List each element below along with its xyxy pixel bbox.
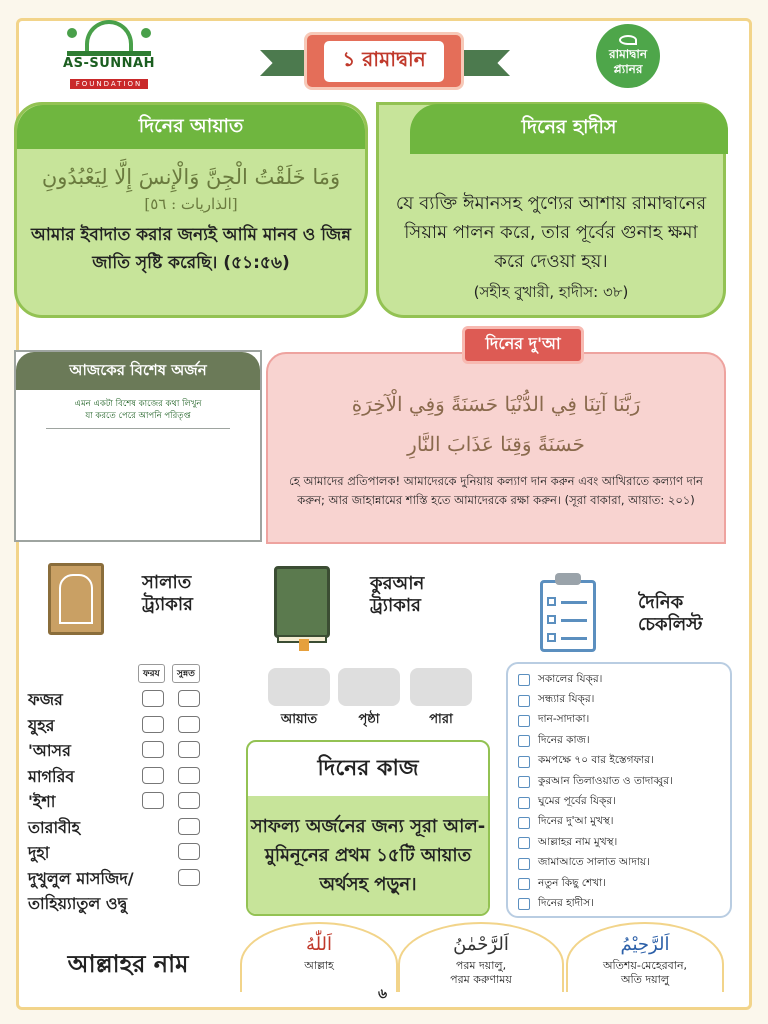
fard-checkbox[interactable] <box>142 741 164 758</box>
logo-sub: FOUNDATION <box>70 79 149 89</box>
page-number: ৬ <box>378 986 388 1002</box>
col-sunnah-header: সুন্নত <box>172 664 200 683</box>
hadith-source: (সহীহ বুখারী, হাদীস: ৩৮) <box>473 283 629 301</box>
checklist-checkbox[interactable] <box>518 797 530 809</box>
names-of-allah-strip <box>14 922 726 1002</box>
name-arabic: اَللّٰهُ <box>305 934 333 955</box>
name-arabic: اَلرَّحِيْمُ <box>620 934 670 955</box>
ayat-title: দিনের আয়াত <box>17 105 365 149</box>
prayer-name: দুহা <box>28 843 50 862</box>
checklist-checkbox[interactable] <box>518 837 530 849</box>
page-field-label: পৃষ্ঠা <box>358 712 380 727</box>
para-field-label: পারা <box>429 712 453 727</box>
checklist-checkbox[interactable] <box>518 898 530 910</box>
checklist-item-label: কমপক্ষে ৭০ বার ইস্তেগফার। <box>538 754 654 767</box>
logo-name: AS-SUNNAH <box>63 56 155 71</box>
daily-task-box <box>246 740 490 916</box>
prayer-row <box>28 767 228 790</box>
special-note-line-2: যা করতে পেরে আপনি পরিতৃপ্ত <box>85 411 191 421</box>
hadith-title: দিনের হাদীস <box>410 104 728 154</box>
checklist-item[interactable] <box>518 833 730 853</box>
day-label-box <box>304 32 464 90</box>
sunnah-checkbox[interactable] <box>178 869 200 886</box>
hadith-text: যে ব্যক্তি ঈমানসহ পুণ্যের আশায় রামাদ্বানের সিয়াম পালন করে, তার পূর্বের গুনাহ ক্ষমা করে দেওয়া হয়। <box>395 193 707 272</box>
prayer-name: 'ইশা <box>28 792 56 811</box>
fard-checkbox[interactable] <box>142 792 164 809</box>
prayer-row <box>28 818 228 841</box>
checklist-item[interactable] <box>518 711 730 731</box>
checklist-item-label: কুরআন তিলাওয়াত ও তাদাব্বুর। <box>538 774 673 787</box>
checklist-checkbox[interactable] <box>518 878 530 890</box>
ayat-translation: আমার ইবাদাত করার জন্যই আমি মানব ও জিন্ন জাতি সৃষ্টি করেছি। (৫১:৫৬) <box>31 225 351 273</box>
page-count-field[interactable] <box>338 668 400 706</box>
checklist-item-label: আল্লাহর নাম মুখস্থ। <box>538 835 618 848</box>
prayer-row <box>28 894 228 917</box>
prayer-name: মাগরিব <box>28 766 75 786</box>
name-arabic: اَلرَّحْمٰنُ <box>453 934 509 955</box>
checklist-checkbox[interactable] <box>518 695 530 707</box>
checklist-checkbox[interactable] <box>518 735 530 747</box>
fard-checkbox[interactable] <box>142 690 164 707</box>
prayer-name: তারাবীহ <box>28 817 80 837</box>
checklist-item-label: সকালের যিক্‌র। <box>538 672 603 685</box>
checklist-item-label: সন্ধ্যার যিক্‌র। <box>538 693 595 706</box>
name-meaning-2: পরম করুণাময় <box>450 973 512 986</box>
checklist-item[interactable] <box>518 772 730 792</box>
quran-title-line-1: কুরআন <box>370 573 425 594</box>
dua-arabic-line-2: حَسَنَةً وَقِنَا عَذَابَ النَّارِ <box>407 432 585 456</box>
checklist-title-line-2: চেকলিস্ট <box>638 614 703 635</box>
checklist-checkbox[interactable] <box>518 776 530 788</box>
day-label: ১ রামাদ্বান <box>324 41 443 82</box>
prayer-row <box>28 792 228 815</box>
checklist-item[interactable] <box>518 874 730 894</box>
prayer-name: তাহিয়্যাতুল ওদ্বু <box>28 894 128 913</box>
checklist-item-label: নতুন কিছু শেখা। <box>538 876 606 889</box>
dua-arabic-line-1: رَبَّنَا آتِنَا فِي الدُّنْيَا حَسَنَةً وَفِي الْآخِرَةِ <box>351 392 641 416</box>
badge-line-1: রামাদ্বান <box>609 47 647 61</box>
prayer-name: যুহর <box>28 715 55 735</box>
special-divider <box>46 428 230 429</box>
checklist-item-label: দিনের দু'আ মুখস্থ। <box>538 815 614 828</box>
checklist-checkbox[interactable] <box>518 858 530 870</box>
badge-line-2: প্ল্যানর <box>613 62 643 76</box>
checklist-checkbox[interactable] <box>518 756 530 768</box>
name-card-ar-rahman <box>398 922 564 992</box>
salat-title-line-2: ট্র্যাকার <box>142 594 193 615</box>
mosque-logo-icon <box>61 18 157 56</box>
quran-book-icon <box>274 566 330 638</box>
checklist-checkbox[interactable] <box>518 817 530 829</box>
prayer-name: দুখুলুল মাসজিদ/ <box>28 868 134 888</box>
ramadan-planner-badge <box>596 24 660 88</box>
checklist-item-label: ঘুমের পূর্বের যিক্‌র। <box>538 795 616 808</box>
prayer-row <box>28 869 228 892</box>
dua-panel <box>266 352 726 544</box>
checklist-item[interactable] <box>518 792 730 812</box>
checklist-item[interactable] <box>518 690 730 710</box>
fard-checkbox[interactable] <box>142 767 164 784</box>
sunnah-checkbox[interactable] <box>178 741 200 758</box>
name-meaning-1: পরম দয়ালু, <box>455 959 507 972</box>
name-card-allah <box>240 922 398 992</box>
checklist-item[interactable] <box>518 813 730 833</box>
sunnah-checkbox[interactable] <box>178 767 200 784</box>
ayat-panel <box>14 102 368 318</box>
daily-checklist-title <box>638 592 703 636</box>
para-count-field[interactable] <box>410 668 472 706</box>
daily-task-text: সাফল্য অর্জনের জন্য সূরা আল-মুমিনূনের প্রথম ১৫টি আয়াত অর্থসহ পড়ুন। <box>248 796 488 916</box>
checklist-item-label: দিনের কাজ। <box>538 733 590 746</box>
dua-translation: হে আমাদের প্রতিপালক! আমাদেরকে দুনিয়ায় কল্যাণ দান করুন এবং আখিরাতে কল্যাণ দান করুন; আর জাহান্নামের শাস্তি হতে আমাদেরকে রক্ষা করুন। (সূরা বাকারা, আয়াত: ২০১) <box>289 474 703 507</box>
quran-title-line-2: ট্র্যাকার <box>370 595 421 616</box>
sunnah-checkbox[interactable] <box>178 818 200 835</box>
checklist-item[interactable] <box>518 670 730 690</box>
checklist-item[interactable] <box>518 894 730 914</box>
quran-tracker-title <box>370 573 424 617</box>
name-meaning-1: অতিশয়-মেহেরবান, <box>602 959 688 972</box>
prayer-name: 'আসর <box>28 741 71 760</box>
as-sunnah-logo <box>54 18 164 88</box>
prayer-row <box>28 741 228 764</box>
name-card-ar-raheem <box>566 922 724 992</box>
prayer-row <box>28 843 228 866</box>
salat-tracker-title <box>142 572 193 616</box>
checklist-item-label: দিনের হাদীস। <box>538 896 594 909</box>
leaf-icon <box>619 35 637 45</box>
checklist-item-label: জামাআতে সালাত আদায়। <box>538 856 650 869</box>
prayer-mat-icon <box>48 563 104 635</box>
names-title: আল্লাহর নাম <box>67 950 189 978</box>
special-title: আজকের বিশেষ অর্জন <box>16 352 260 390</box>
checklist-item[interactable] <box>518 854 730 874</box>
name-meaning-2: অতি দয়ালু <box>620 973 670 986</box>
fard-checkbox[interactable] <box>142 716 164 733</box>
name-meaning-1: আল্লাহ <box>304 959 334 972</box>
dua-title: দিনের দু'আ <box>462 326 584 364</box>
checklist-title-line-1: দৈনিক <box>638 592 684 613</box>
prayer-row <box>28 690 228 713</box>
clipboard-checklist-icon <box>540 580 596 652</box>
dua-arabic <box>268 384 724 464</box>
prayer-name: ফজর <box>28 690 63 709</box>
daily-checklist <box>506 662 732 918</box>
ayat-count-field[interactable] <box>268 668 330 706</box>
sunnah-checkbox[interactable] <box>178 792 200 809</box>
checklist-item[interactable] <box>518 731 730 751</box>
checklist-item-label: দান-সাদাকা। <box>538 713 590 726</box>
ayat-arabic: وَمَا خَلَقْتُ الْجِنَّ وَالْإِنسَ إِلَّا لِيَعْبُدُونِ <box>41 165 341 189</box>
salat-title-line-1: সালাত <box>142 572 192 593</box>
sunnah-checkbox[interactable] <box>178 716 200 733</box>
daily-task-title: দিনের কাজ <box>317 756 419 781</box>
prayer-row <box>28 716 228 739</box>
sunnah-checkbox[interactable] <box>178 843 200 860</box>
special-note-line-1: এমন একটা বিশেষ কাজের কথা লিখুন <box>74 399 202 409</box>
ayat-field-label: আয়াত <box>280 712 318 727</box>
checklist-item[interactable] <box>518 752 730 772</box>
special-note <box>16 398 260 422</box>
sunnah-checkbox[interactable] <box>178 690 200 707</box>
checklist-checkbox[interactable] <box>518 715 530 727</box>
col-fard-header: ফরয <box>138 664 165 683</box>
special-achievement-box[interactable] <box>14 350 262 542</box>
checklist-checkbox[interactable] <box>518 674 530 686</box>
ayat-reference-arabic: [الذاريات : ٥٦] <box>144 195 238 213</box>
